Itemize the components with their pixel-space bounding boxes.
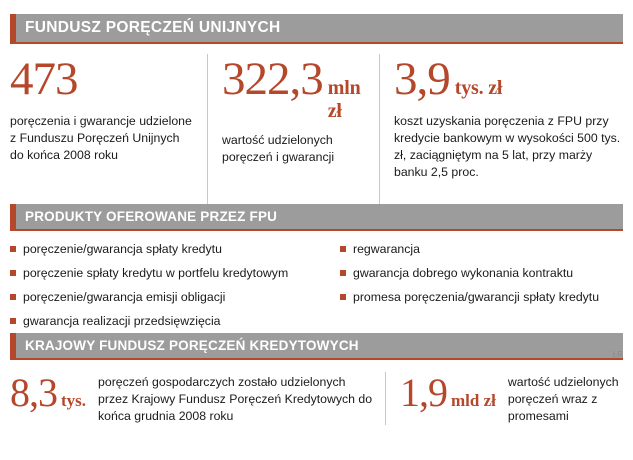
stat-description: poręczenia i gwarancje udzielone z Funduszu Poręczeń Unijnych do końca 2008 roku (10, 114, 192, 162)
page-title-bar (10, 14, 623, 42)
products-column-right (340, 241, 623, 333)
products-column-left (10, 241, 340, 333)
infographic-page (0, 14, 633, 460)
stat-value: 3,9 (394, 53, 450, 105)
list-item-label: promesa poręczenia/gwarancji spłaty kredytu (353, 290, 600, 304)
square-bullet-icon (10, 318, 16, 324)
list-item (340, 241, 623, 257)
products-section-bar (10, 204, 623, 229)
square-bullet-icon (340, 294, 346, 300)
list-item (340, 265, 623, 281)
square-bullet-icon (340, 270, 346, 276)
top-stats-row (10, 54, 623, 204)
list-item-label: regwarancja (353, 242, 420, 256)
square-bullet-icon (10, 246, 16, 252)
list-item-label: poręczenie spłaty kredytu w portfelu kredytowym (23, 266, 289, 280)
list-item (10, 241, 340, 257)
bottom-stats-row (10, 372, 623, 425)
stat-value: 322,3 (222, 53, 323, 105)
stat-value-line (222, 54, 367, 123)
page-title: FUNDUSZ PORĘCZEŃ UNIJNYCH (25, 19, 281, 36)
square-bullet-icon (10, 270, 16, 276)
author-credit: ŁR (612, 350, 623, 359)
products-section-underline-rule (10, 229, 623, 231)
stat-value-line (10, 54, 195, 104)
list-item-label: poręczenie/gwarancja emisji obligacji (23, 290, 226, 304)
bottom-section-title: KRAJOWY FUNDUSZ PORĘCZEŃ KREDYTOWYCH (25, 338, 359, 353)
stat-value-line (394, 54, 623, 104)
stat-description: poręczeń gospodarczych zostało udzielonych przez Krajowy Fundusz Poręczeń Kredytowych do końca grudnia 2008 roku (98, 375, 373, 423)
stat-value: 1,9 (400, 370, 447, 415)
list-item (340, 289, 623, 305)
stat-unit: tys. zł (454, 77, 503, 99)
stat-card-kfpk-value (385, 372, 623, 425)
list-item (10, 265, 340, 281)
stat-description: wartość udzielonych poręczeń wraz z promesami (507, 375, 619, 423)
square-bullet-icon (10, 294, 16, 300)
stat-value-line (400, 372, 496, 414)
list-item (10, 313, 340, 329)
stat-card-guarantee-cost (379, 54, 623, 204)
stat-card-guarantees-value (207, 54, 379, 204)
products-section-title: PRODUKTY OFEROWANE PRZEZ FPU (25, 209, 278, 224)
stat-unit: tys. (61, 391, 87, 410)
stat-description: wartość udzielonych poręczeń i gwarancji (222, 133, 335, 164)
list-item-label: poręczenie/gwarancja spłaty kredytu (23, 242, 222, 256)
title-underline-rule (10, 42, 623, 44)
list-item-label: gwarancja dobrego wykonania kontraktu (353, 266, 574, 280)
stat-unit: mld zł (451, 391, 496, 410)
list-item (10, 289, 340, 305)
stat-value: 8,3 (10, 370, 57, 415)
stat-unit: mln zł (327, 77, 361, 122)
stat-value-line (10, 372, 86, 414)
stat-card-kfpk-count (10, 372, 385, 425)
stat-description: koszt uzyskania poręczenia z FPU przy kredycie bankowym w wysokości 500 tys. zł, zaciągniętym na 5 lat, przy marży banku 2,5 proc. (394, 114, 621, 179)
products-lists (10, 241, 623, 333)
bottom-section-bar (10, 333, 623, 358)
list-item-label: gwarancja realizacji przedsięwzięcia (23, 314, 221, 328)
stat-value: 473 (10, 53, 78, 105)
square-bullet-icon (340, 246, 346, 252)
bottom-section-underline-rule (10, 358, 623, 360)
stat-card-guarantees-count (10, 54, 207, 204)
